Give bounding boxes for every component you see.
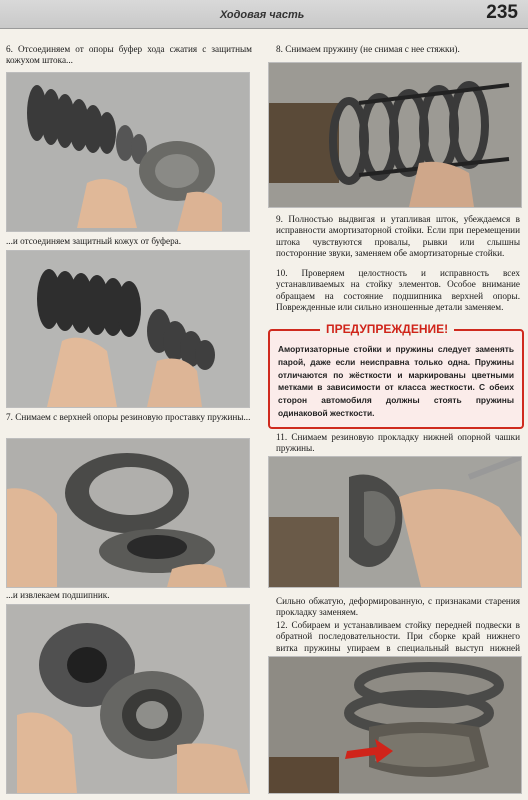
photo-gasket-removal (268, 456, 522, 588)
step-8-text: 8. Снимаем пружину (не снимая с нее стяжки). (276, 44, 460, 54)
page-number: 235 (486, 2, 518, 23)
photo-spring-seat (268, 656, 522, 794)
photo-boot-separated (6, 250, 250, 408)
caption-replace-gasket: Сильно обжатую, деформированную, с признаками старения прокладку заменяем. (276, 596, 520, 618)
warning-text: Амортизаторные стойки и пружины следует заменять парой, даже если неисправна только одна. Пружины отличаются по жёсткости и маркированы цветными метками в зависимости от класса жесткости. С обеих сторон автомобиля должны стоять пружины одинаковой жесткости. (278, 344, 514, 418)
step-10-text: 10. Проверяем целостность и исправность всех устанавливаемых на стойку элементов. Особое внимание обращаем на состояние подшипника верхней опоры. Поврежденные или сильно изношенные детали заменяем. (276, 268, 520, 313)
step-6-text: 6. Отсоединяем от опоры буфер хода сжатия с защитным кожухом штока... (6, 44, 252, 66)
step-12-text: 12. Собираем и устанавливаем стойку передней подвески в обратной последовательности. При сборке край нижнего витка пружины упираем в специальный выступ нижней (276, 620, 520, 653)
step-11-text: 11. Снимаем резиновую прокладку нижней опорной чашки пружины. (276, 432, 520, 454)
step-7-text: 7. Снимаем с верхней опоры резиновую проставку пружины... (6, 412, 251, 422)
photo-bearing (6, 604, 250, 794)
caption-remove-bearing: ...и извлекаем подшипник. (6, 590, 110, 600)
warning-box (268, 322, 524, 429)
section-title: Ходовая часть (220, 9, 305, 21)
step-9-text: 9. Полностью выдвигая и утапливая шток, убеждаемся в исправности амортизаторной стойки. Если при перемещении штока чувствуются провалы, рывки или слышны посторонние звуки, заменяем обе амортизаторные стойки. (276, 214, 520, 259)
photo-bump-stop-removal (6, 72, 250, 232)
photo-spring-removal (268, 62, 522, 208)
photo-spacer-removal (6, 438, 250, 588)
warning-title: ПРЕДУПРЕЖДЕНИЕ! (320, 322, 454, 336)
caption-boot-detached: ...и отсоединяем защитный кожух от буфера. (6, 236, 182, 246)
